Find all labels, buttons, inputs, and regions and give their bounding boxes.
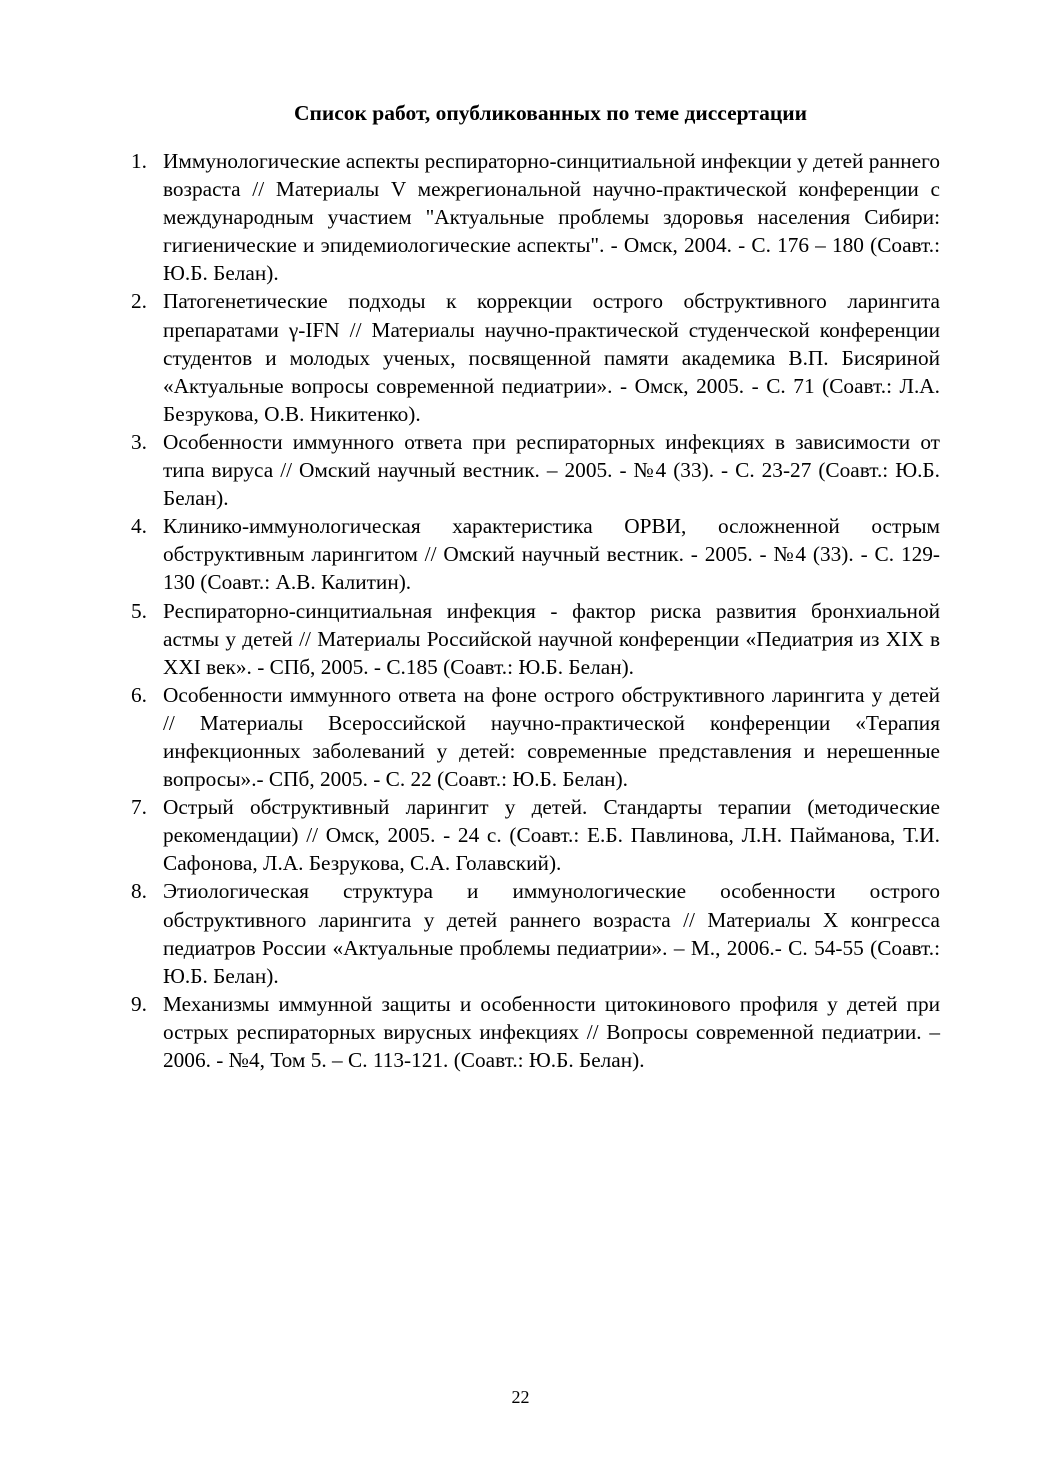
list-item: [131, 793, 940, 877]
list-item-text: Клинико-иммунологическая характеристика ОРВИ, осложненной острым обструктивным ларингитом // Омский научный вестник. - 2005. - №4 (33). - С. 129-130 (Соавт.: А.В. Калитин).: [163, 514, 940, 595]
list-item-text: Особенности иммунного ответа при респираторных инфекциях в зависимости от типа вируса // Омский научный вестник. – 2005. - №4 (33). - С. 23-27 (Соавт.: Ю.Б. Белан).: [163, 429, 940, 511]
list-item-number: 2.: [131, 289, 147, 314]
list-item-text: Этиологическая структура и иммунологические особенности острого обструктивного ларингита у детей раннего возраста // Материалы X конгресса педиатров России «Актуальные проблемы педиатрии». – М., 2006.- С. 54-55 (Соавт.: Ю.Б. Белан).: [163, 879, 940, 988]
reference-list: [131, 147, 940, 1074]
list-item-number: 1.: [131, 149, 147, 173]
list-item: [131, 147, 940, 287]
list-item-text: Механизмы иммунной защиты и особенности цитокинового профиля у детей при острых респираторных вирусных инфекциях // Вопросы современной педиатрии. – 2006. - №4, Том 5. – С. 113-121. (Соавт.: Ю.Б. Белан).: [163, 991, 940, 1072]
list-item-text: Респираторно-синцитиальная инфекция - фактор риска развития бронхиальной астмы у детей // Материалы Российской научной конференции «Педиатрия из XIX в XXI век». - СПб, 2005. - С.185 (Соавт.: Ю.Б. Белан).: [163, 598, 940, 679]
list-item: [131, 681, 940, 793]
list-item-text: Патогенетические подходы к коррекции острого обструктивного ларингита препаратами γ-IFN // Материалы научно-практической студенческой конференции студентов и молодых ученых, посвященной памяти академика В.П. Бисяриной «Актуальные вопросы современной педиатрии». - Омск, 2005. - С. 71 (Соавт.: Л.А. Безрукова, О.В. Никитенко).: [163, 289, 940, 426]
list-item-text: Особенности иммунного ответа на фоне острого обструктивного ларингита у детей // Материалы Всероссийской научно-практической конференции «Терапия инфекционных заболеваний у детей: современные представления и нерешенные вопросы».- СПб, 2005. - С. 22 (Соавт.: Ю.Б. Белан).: [163, 682, 940, 792]
page-title: Список работ, опубликованных по теме диссертации: [293, 101, 808, 125]
list-item-number: 6.: [131, 682, 147, 707]
list-item-number: 8.: [131, 879, 147, 904]
list-item-text: Иммунологические аспекты респираторно-синцитиальной инфекции у детей раннего возраста // Материалы V межрегиональной научно-практической конференции с международным участием "Актуальные проблемы здоровья населения Сибири: гигиенические и эпидемиологические аспекты". - Омск, 2004. - С. 176 – 180 (Соавт.: Ю.Б. Белан).: [163, 149, 940, 286]
list-item: [131, 877, 940, 989]
list-item-text: Острый обструктивный ларингит у детей. Стандарты терапии (методические рекомендации) // Омск, 2005. - 24 с. (Соавт.: Е.Б. Павлинова, Л.Н. Пайманова, Т.И. Сафонова, Л.А. Безрукова, С.А. Голавский).: [163, 795, 940, 876]
list-item: [131, 597, 940, 681]
list-item-number: 7.: [131, 795, 147, 820]
list-item-number: 9.: [131, 991, 147, 1016]
list-item: [131, 428, 940, 512]
list-item: [131, 990, 940, 1074]
list-item-number: 5.: [131, 598, 147, 623]
list-item-number: 4.: [131, 514, 147, 539]
page-number: 22: [511, 1387, 530, 1407]
list-item: [131, 512, 940, 596]
list-item-number: 3.: [131, 429, 147, 454]
list-item: [131, 287, 940, 427]
